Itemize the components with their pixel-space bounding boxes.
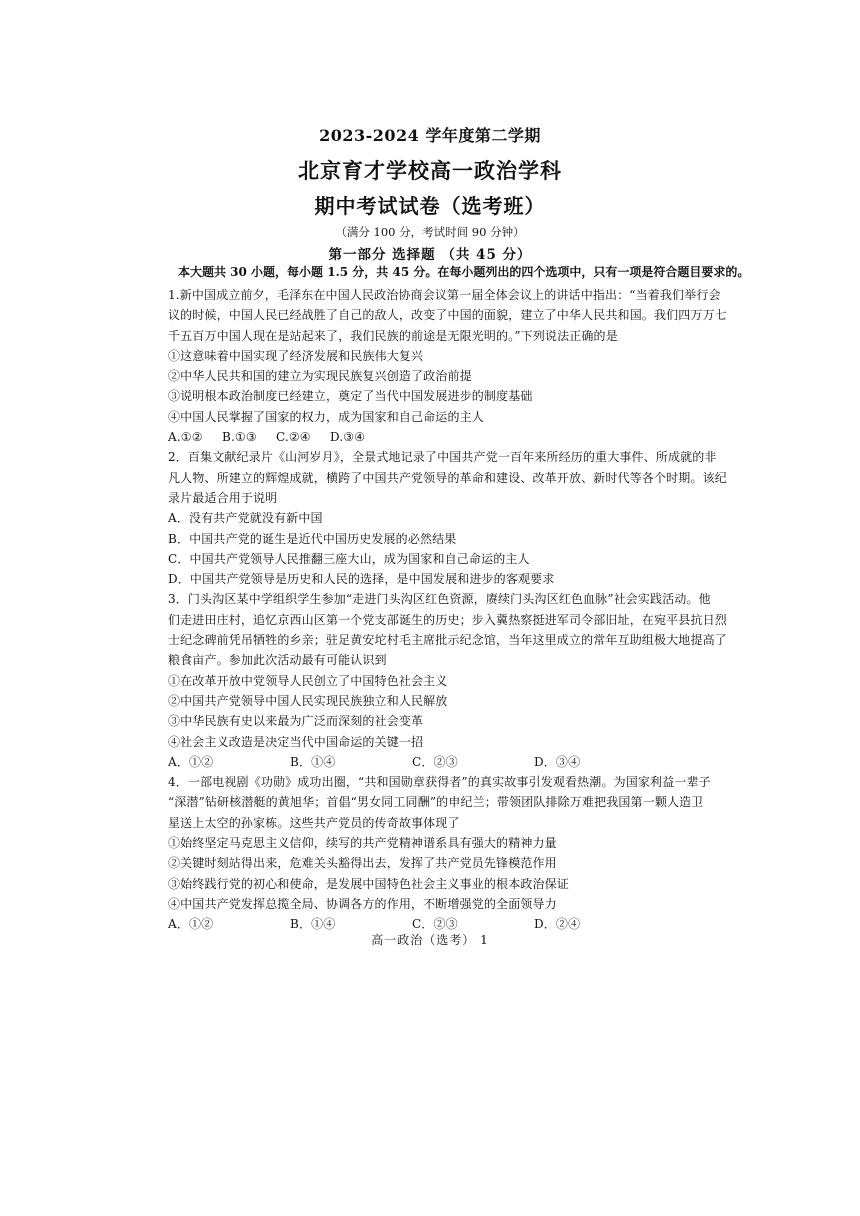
question-stem-line: 千五百万中国人现在是站起来了，我们民族的前途是无限光明的。”下列说法正确的是: [168, 328, 618, 343]
statement-1: ①始终坚定马克思主义信仰，续写的共产党精神谱系具有强大的精神力量: [168, 836, 557, 851]
academic-year: 2023-2024 学年度第二学期: [319, 126, 541, 145]
statement-1: ①这意味着中国实现了经济发展和民族伟大复兴: [168, 348, 424, 363]
answer-options: [168, 427, 716, 447]
option-d: D．中国共产党领导是历史和人民的选择，是中国发展和进步的客观要求: [168, 572, 555, 587]
statement-2: ②中国共产党领导中国人民实现民族独立和人民解放: [168, 693, 448, 708]
option-b: B．①④: [290, 917, 336, 932]
exam-meta: （满分 100 分，考试时间 90 分钟）: [335, 225, 525, 239]
question-2: [168, 447, 727, 589]
question-stem-line: 们走进田庄村，追忆京西山区第一个党支部诞生的历史；步入冀热察挺进军司令部旧址，在宛平县抗日烈: [168, 612, 727, 627]
question-stem-line: 4．一部电视剧《功勋》成功出圈，“共和国勋章获得者”的真实故事引发观看热潮。为国家利益一辈子: [168, 775, 711, 790]
question-stem-line: “深潜”钻研核潜艇的黄旭华；首倡“男女同工同酬”的申纪兰；带领团队排除万难把我国第一颗人造卫: [168, 795, 704, 810]
question-list: [168, 285, 727, 935]
statement-4: ④社会主义改造是决定当代中国命运的关键一招: [168, 734, 424, 749]
question-stem-line: 星送上太空的孙家栋。这些共产党员的传奇故事体现了: [168, 815, 460, 830]
question-stem-line: 3．门头沟区某中学组织学生参加“走进门头沟区红色资源，赓续门头沟区红色血脉”社会实践活动。他: [168, 592, 711, 607]
question-stem-line: 粮食亩产。参加此次活动最有可能认识到: [168, 653, 387, 668]
page-footer: 高一政治（选考） 1: [371, 933, 489, 947]
question-stem-line: 录片最适合用于说明: [168, 490, 278, 505]
option-a: A．①②: [168, 754, 214, 769]
question-stem-line: 凡人物、所建立的辉煌成就，横跨了中国共产党领导的革命和建设、改革开放、新时代等各个时期。该纪: [168, 470, 727, 485]
question-stem-line: 士纪念碑前凭吊牺牲的乡亲；驻足黄安坨村毛主席批示纪念馆，当年这里成立的常年互助组极大地提高了: [168, 633, 727, 648]
section-title: 第一部分 选择题 （共 45 分）: [328, 247, 532, 263]
option-a: A.①②: [168, 430, 203, 445]
option-c: C．②③: [412, 754, 458, 769]
question-3: [168, 589, 727, 772]
question-stem-line: 议的时候，中国人民已经战胜了自己的敌人，改变了中国的面貌，建立了中华人民共和国。我们四万万七: [168, 308, 727, 323]
statement-1: ①在改革开放中党领导人民创立了中国特色社会主义: [168, 673, 448, 688]
option-c: C．②③: [412, 917, 458, 932]
option-b: B.①③: [222, 430, 257, 445]
option-c: C．中国共产党领导人民推翻三座大山，成为国家和自己命运的主人: [168, 551, 530, 566]
option-c: C.②④: [276, 430, 311, 445]
option-d: D.③④: [330, 430, 366, 445]
statement-4: ④中国人民掌握了国家的权力，成为国家和自己命运的主人: [168, 409, 484, 424]
statement-2: ②关键时刻站得出来，危难关头豁得出去，发挥了共产党员先锋模范作用: [168, 856, 557, 871]
question-4: [168, 772, 716, 934]
statement-4: ④中国共产党发挥总揽全局、协调各方的作用，不断增强党的全面领导力: [168, 896, 557, 911]
option-a: A．①②: [168, 917, 214, 932]
question-1: [168, 285, 727, 447]
option-d: D．②④: [534, 917, 581, 932]
option-d: D．③④: [534, 754, 581, 769]
option-b: B．中国共产党的诞生是近代中国历史发展的必然结果: [168, 531, 457, 546]
answer-options: [168, 752, 716, 772]
statement-3: ③说明根本政治制度已经建立，奠定了当代中国发展进步的制度基础: [168, 389, 533, 404]
exam-title: 期中考试试卷（选考班）: [314, 194, 546, 218]
option-b: B．①④: [290, 754, 336, 769]
statement-2: ②中华人民共和国的建立为实现民族复兴创造了政治前提: [168, 369, 472, 384]
section-instructions: 本大题共 30 小题，每小题 1.5 分，共 45 分。在每小题列出的四个选项中，只有一项是符合题目要求的。: [178, 265, 750, 279]
question-stem-line: 2．百集文献纪录片《山河岁月》，全景式地记录了中国共产党一百年来所经历的重大事件、所成就的非: [168, 450, 717, 465]
statement-3: ③始终践行党的初心和使命，是发展中国特色社会主义事业的根本政治保证: [168, 876, 569, 891]
statement-3: ③中华民族有史以来最为广泛而深刻的社会变革: [168, 714, 424, 729]
question-stem-line: 1.新中国成立前夕，毛泽东在中国人民政治协商会议第一届全体会议上的讲话中指出：“当着我们举行会: [168, 288, 721, 302]
option-a: A．没有共产党就没有新中国: [168, 511, 323, 526]
school-subject-title: 北京育才学校高一政治学科: [298, 158, 562, 183]
